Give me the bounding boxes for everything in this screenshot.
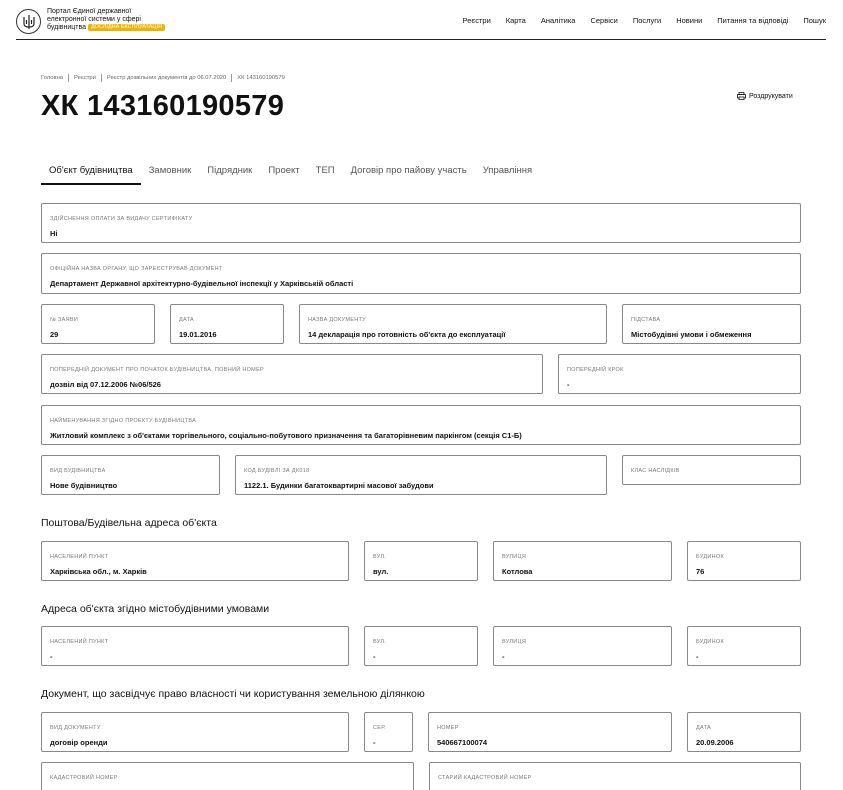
field-label: ДАТА [696, 725, 712, 731]
main-nav [463, 16, 826, 25]
nav-news[interactable]: Новини [676, 16, 703, 25]
project-name-field[interactable] [41, 405, 801, 445]
breadcrumb-separator [231, 74, 232, 82]
authority-field[interactable] [41, 253, 801, 294]
site-header [16, 0, 826, 40]
land-doc-type-field[interactable] [41, 712, 349, 752]
tab-customer[interactable]: Замовник [148, 165, 192, 176]
field-label: НАСЕЛЕНИЙ ПУНКТ [50, 639, 109, 645]
breadcrumb-registries[interactable]: Реєстри [74, 75, 96, 81]
field-value: 20.09.2006 [696, 738, 734, 747]
field-value: - [696, 652, 699, 661]
nav-map[interactable]: Карта [505, 16, 526, 25]
portal-line-3-row [47, 24, 177, 32]
field-value: вул. [373, 567, 389, 576]
field-value: Департамент Державної архітектурно-будівельної інспекції у Харківській області [50, 279, 354, 288]
tab-construction-object[interactable]: Об'єкт будівництва [41, 165, 141, 185]
breadcrumb [41, 74, 285, 82]
field-label: ДАТА [179, 317, 195, 323]
field-label: НАСЕЛЕНИЙ ПУНКТ [50, 554, 109, 560]
urban-street-field[interactable] [493, 626, 672, 666]
consequence-class-field[interactable] [622, 455, 801, 485]
field-value: - [373, 652, 376, 661]
date-field[interactable] [170, 304, 284, 344]
basis-field[interactable] [622, 304, 801, 344]
field-label: ПІДСТАВА [631, 317, 661, 323]
field-value: 19.01.2016 [179, 330, 217, 339]
field-value: 76 [696, 567, 705, 576]
previous-step-field[interactable] [558, 354, 801, 394]
land-date-field[interactable] [687, 712, 801, 752]
tab-management[interactable]: Управління [482, 165, 533, 176]
document-name-field[interactable] [299, 304, 607, 344]
urban-street-type-field[interactable] [364, 626, 478, 666]
postal-street-field[interactable] [493, 541, 672, 581]
field-value: - [567, 380, 570, 389]
construction-type-field[interactable] [41, 455, 220, 495]
postal-settlement-field[interactable] [41, 541, 349, 581]
field-value: Містобудівні умови і обмеження [631, 330, 752, 339]
field-label: ЗДІЙСНЕННЯ ОПЛАТИ ЗА ВИДАЧУ СЕРТИФІКАТУ [50, 216, 193, 222]
field-label: БУДИНОК [696, 554, 724, 560]
field-label: ПОПЕРЕДНІЙ ДОКУМЕНТ ПРО ПОЧАТОК БУДІВНИЦТВА, ПОВНИЙ НОМЕР [50, 367, 265, 373]
portal-line-3: будівництва [47, 24, 87, 31]
printer-icon [737, 92, 746, 100]
field-label: ВУЛ. [373, 639, 387, 645]
field-value: - [50, 652, 53, 661]
cadastral-number-field[interactable] [41, 762, 414, 790]
print-label: Роздрукувати [749, 92, 793, 100]
field-value: 29 [50, 330, 59, 339]
field-label: ПОПЕРЕДНІЙ КРОК [567, 367, 624, 373]
nav-registries[interactable]: Реєстри [462, 16, 491, 25]
old-cadastral-number-field[interactable] [429, 762, 801, 790]
land-number-field[interactable] [428, 712, 672, 752]
breadcrumb-separator [68, 74, 69, 82]
tab-project[interactable]: Проект [268, 165, 300, 176]
tab-bar [41, 165, 540, 185]
postal-street-type-field[interactable] [364, 541, 478, 581]
field-value: - [373, 738, 376, 747]
tab-tep[interactable]: ТЕП [315, 165, 335, 176]
application-number-field[interactable] [41, 304, 155, 344]
field-value: 1122.1. Будинки багатоквартирні масової забудови [244, 481, 434, 490]
field-label: ОФІЦІЙНА НАЗВА ОРГАНУ, ЩО ЗАРЕЄСТРУВАВ ДОКУМЕНТ [50, 266, 223, 272]
field-label: НОМЕР [437, 725, 459, 731]
postal-building-field[interactable] [687, 541, 801, 581]
breadcrumb-current: ХК 143160190579 [237, 75, 285, 81]
field-value: договір оренди [50, 738, 108, 747]
tab-share-agreement[interactable]: Договір про пайову участь [350, 165, 467, 176]
page-title: ХК 143160190579 [41, 90, 285, 122]
field-label: БУДИНОК [696, 639, 724, 645]
field-label: ВИД БУДІВНИЦТВА [50, 468, 106, 474]
portal-title[interactable] [47, 8, 177, 32]
field-label: № ЗАЯВИ [50, 317, 79, 323]
field-value: 540667100074 [437, 738, 488, 747]
field-value: Житловий комплекс з об'єктами торгівельного, соціально-побутового призначення та багаторівневим паркінгом (секція С1-Б) [50, 431, 522, 440]
print-button[interactable] [737, 92, 793, 100]
nav-analytics[interactable]: Аналітика [540, 16, 576, 25]
urban-settlement-field[interactable] [41, 626, 349, 666]
field-label: КОД БУДІВЛІ ЗА ДК018 [244, 468, 310, 474]
field-label: СТАРИЙ КАДАСТРОВИЙ НОМЕР [438, 775, 532, 781]
field-label: ВУЛ. [373, 554, 387, 560]
field-label: КЛАС НАСЛІДКІВ [631, 468, 680, 474]
building-code-field[interactable] [235, 455, 607, 495]
portal-line-2: електронної системи у сфері [47, 16, 141, 23]
postal-address-heading: Поштова/Будівельна адреса об'єкта [41, 517, 217, 529]
field-value: дозвіл від 07.12.2006 №06/526 [50, 380, 161, 389]
nav-faq[interactable]: Питання та відповіді [717, 16, 789, 25]
field-label: НАЗВА ДОКУМЕНТУ [308, 317, 366, 323]
portal-line-1: Портал Єдиної державної [47, 8, 132, 15]
field-label: СЕР. [373, 725, 386, 731]
trident-logo-icon[interactable] [16, 9, 41, 34]
field-value: Котлова [502, 567, 533, 576]
urban-building-field[interactable] [687, 626, 801, 666]
nav-services[interactable]: Сервіси [590, 16, 618, 25]
nav-e-services[interactable]: Послуги [632, 16, 662, 25]
breadcrumb-separator [101, 74, 102, 82]
field-label: ВИД ДОКУМЕНТУ [50, 725, 101, 731]
previous-document-field[interactable] [41, 354, 543, 394]
land-series-field[interactable] [364, 712, 413, 752]
payment-field[interactable] [41, 203, 801, 243]
breadcrumb-home[interactable]: Головна [41, 75, 64, 81]
field-value: 14 декларація про готовність об'єкта до експлуатації [308, 330, 506, 339]
land-document-heading: Документ, що засвідчує право власності чи користування земельною ділянкою [41, 688, 425, 700]
field-label: НАЙМЕНУВАННЯ ЗГІДНО ПРОЕКТУ БУДІВНИЦТВА [50, 418, 197, 424]
field-value: Ні [50, 229, 58, 238]
field-label: ВУЛИЦЯ [502, 554, 527, 560]
beta-badge: ДОСЛІДНА ЕКСПЛУАТАЦІЯ [88, 24, 165, 31]
field-value: Харківська обл., м. Харків [50, 567, 147, 576]
field-label: ВУЛИЦЯ [502, 639, 527, 645]
tab-contractor[interactable]: Підрядник [207, 165, 253, 176]
field-value: - [502, 652, 505, 661]
field-label: КАДАСТРОВИЙ НОМЕР [50, 775, 118, 781]
breadcrumb-registry[interactable]: Реєстр дозвільних документів до 06.07.2020 [106, 75, 227, 81]
nav-search[interactable]: Пошук [803, 16, 826, 25]
field-value: Нове будівництво [50, 481, 118, 490]
urban-address-heading: Адреса об'єкта згідно містобудівними умовами [41, 603, 270, 615]
